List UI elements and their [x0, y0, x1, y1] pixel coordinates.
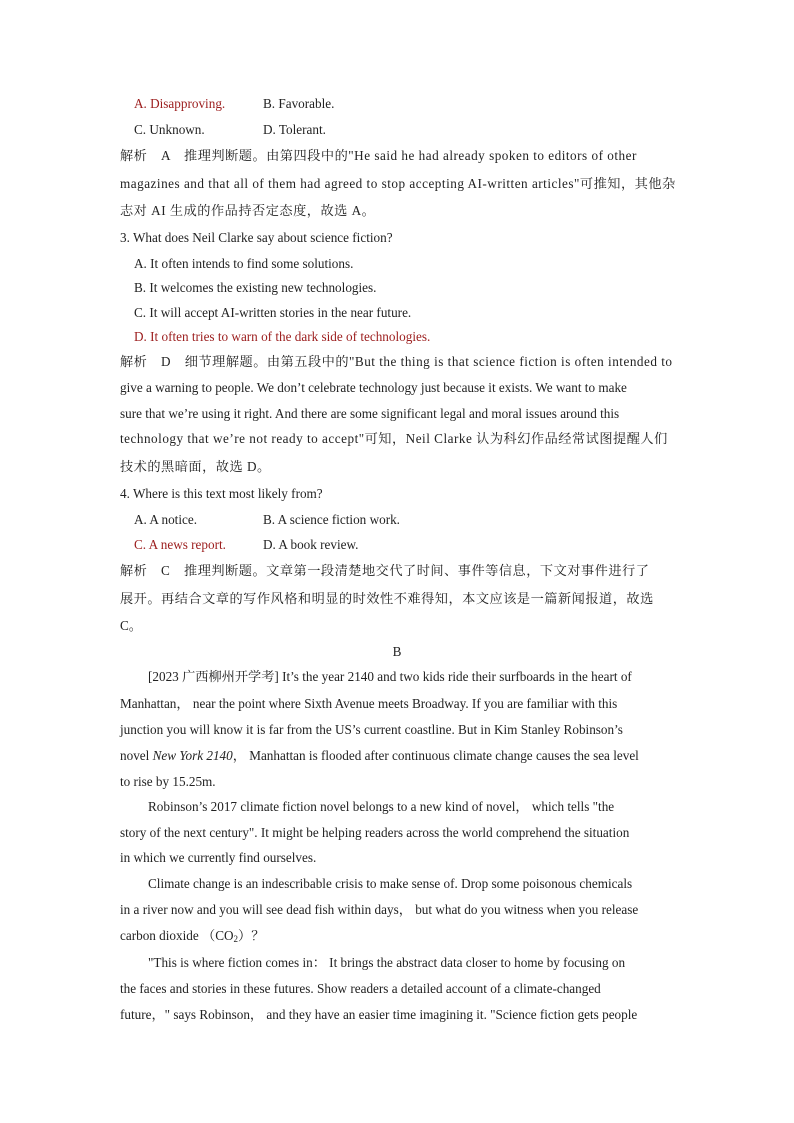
q2-option-c: C. Unknown.: [134, 122, 205, 137]
q3-option-d: D. It often tries to warn of the dark side of technologies.: [134, 329, 431, 344]
q2-analysis-line-2: magazines and that all of them had agreed to stop accepting AI-written articles"可推知，其他杂: [120, 176, 676, 191]
p1-line-4: [120, 747, 639, 765]
q2-option-d: D. Tolerant.: [263, 122, 326, 137]
q4-option-d: D. A book review.: [263, 537, 359, 552]
co2-subscript: 2: [233, 934, 239, 944]
q3-analysis-line-1: 解析 D 细节理解题。由第五段中的"But the thing is that science fiction is often intended to: [120, 354, 673, 369]
q4-option-a: A. A notice.: [134, 512, 197, 527]
novel-title: New York 2140: [152, 748, 233, 763]
p3-line-2: in a river now and you will see dead fish within days， but what do you witness when you release: [120, 902, 639, 917]
p1-line-4-post: ， Manhattan is flooded after continuous climate change causes the sea level: [232, 748, 639, 763]
q3-analysis-line-5: 技术的黑暗面，故选 D。: [120, 459, 271, 474]
q3-analysis-line-2: give a warning to people. We don’t celebrate technology just because it exists. We want to make: [120, 380, 627, 395]
q3-analysis-line-4: technology that we’re not ready to accept"可知，Neil Clarke 认为科幻作品经常试图提醒人们: [120, 431, 668, 446]
p1-line-1: [2023 广西柳州开学考] It’s the year 2140 and two kids ride their surfboards in the heart of: [148, 669, 632, 684]
p3-line-3-pre: carbon dioxide （CO: [120, 928, 234, 943]
p3-line-1: Climate change is an indescribable crisis to make sense of. Drop some poisonous chemicals: [148, 876, 633, 891]
q3-option-b: B. It welcomes the existing new technologies.: [134, 280, 377, 295]
q4-analysis-line-1: 解析 C 推理判断题。文章第一段清楚地交代了时间、事件等信息，下文对事件进行了: [120, 563, 650, 578]
p1-line-3: junction you will know it is far from the US’s current coastline. But in Kim Stanley Robinson’s: [120, 722, 623, 737]
p2-line-1: Robinson’s 2017 climate fiction novel belongs to a new kind of novel， which tells "the: [148, 799, 615, 814]
q4-analysis-line-3: C。: [120, 618, 142, 633]
q3-analysis-line-3: sure that we’re using it right. And there are some significant legal and moral issues around this: [120, 406, 620, 421]
q4-option-c: C. A news report.: [134, 537, 226, 552]
p1-line-2: Manhattan， near the point where Sixth Avenue meets Broadway. If you are familiar with this: [120, 696, 618, 711]
p3-line-3: [120, 927, 264, 948]
p1-line-4-pre: novel: [120, 748, 153, 763]
section-heading-b: B: [392, 644, 402, 659]
q2-analysis-line-1: 解析 A 推理判断题。由第四段中的"He said he had already spoken to editors of other: [120, 148, 637, 163]
q2-analysis-line-3: 志对 AI 生成的作品持否定态度，故选 A。: [120, 203, 376, 218]
p4-line-3: future，" says Robinson， and they have an easier time imagining it. "Science fiction gets people: [120, 1007, 638, 1022]
q4-stem: 4. Where is this text most likely from?: [120, 486, 323, 501]
q2-option-b: B. Favorable.: [263, 96, 335, 111]
q4-analysis-line-2: 展开。再结合文章的写作风格和明显的时效性不难得知，本文应该是一篇新闻报道，故选: [120, 591, 654, 606]
p4-line-1: "This is where fiction comes in： It brings the abstract data closer to home by focusing on: [148, 955, 626, 970]
p2-line-2: story of the next century". It might be helping readers across the world comprehend the situation: [120, 825, 630, 840]
p3-line-3-post: ）？: [238, 928, 265, 943]
q3-stem: 3. What does Neil Clarke say about science fiction?: [120, 230, 393, 245]
p4-line-2: the faces and stories in these futures. Show readers a detailed account of a climate-changed: [120, 981, 601, 996]
q3-option-c: C. It will accept AI-written stories in the near future.: [134, 305, 412, 320]
p2-line-3: in which we currently find ourselves.: [120, 850, 317, 865]
q2-option-a: A. Disapproving.: [134, 96, 226, 111]
q4-option-b: B. A science fiction work.: [263, 512, 400, 527]
p1-line-5: to rise by 15.25m.: [120, 774, 216, 789]
q3-option-a: A. It often intends to find some solutions.: [134, 256, 354, 271]
